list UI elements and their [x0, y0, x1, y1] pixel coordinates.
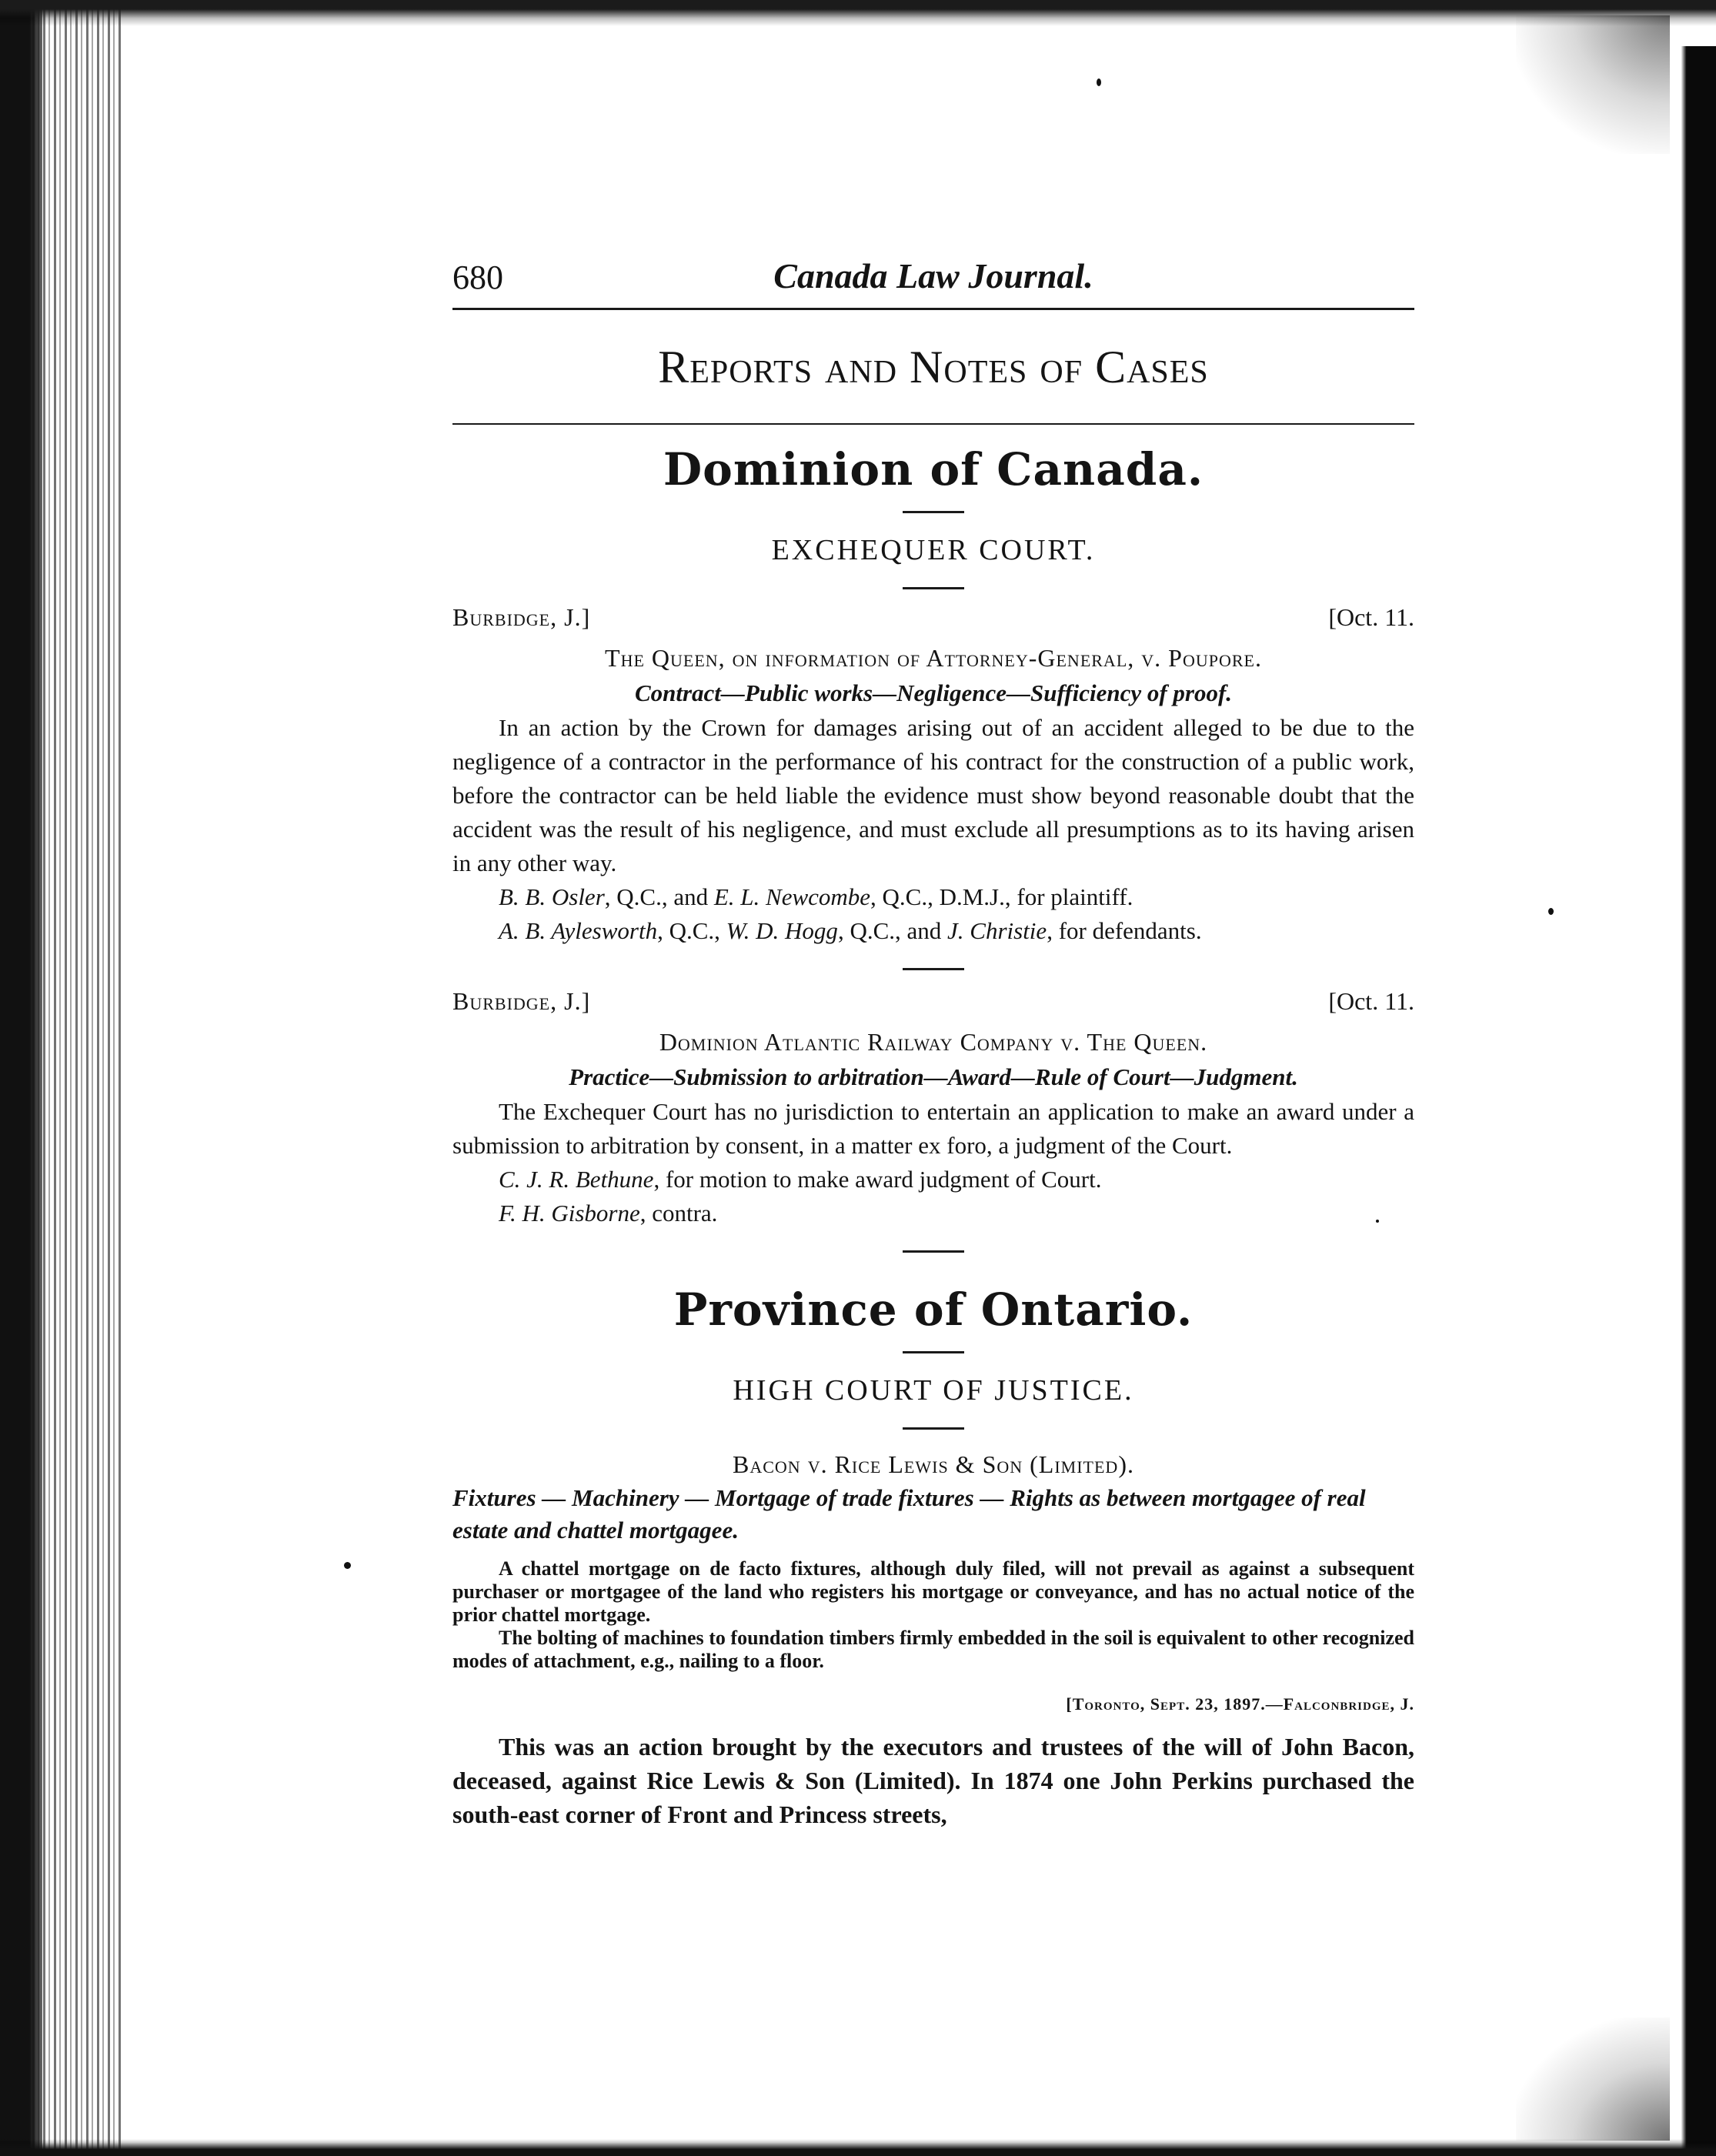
- case-body: In an action by the Crown for damages arising out of an accident alleged to be due to the negligence of a contractor in the performance of his contract for the construction of a public work, before the contractor can be held liable the evidence must show beyond reasonable doubt that the accident was the result of his negligence, and must exclude all presumptions as to its having arisen in any other way.: [452, 714, 1414, 876]
- divider: [903, 511, 964, 513]
- case-headnote: Contract—Public works—Negligence—Sufficiency of proof.: [634, 679, 1233, 706]
- counsel-plaintiff: [452, 880, 1414, 914]
- judge: Burbidge, J.]: [452, 987, 591, 1015]
- counsel-text: , Q.C., and: [604, 883, 714, 910]
- counsel-name: J. Christie: [947, 917, 1047, 944]
- case-title: The Queen, on information of Attorney-General, v. Poupore.: [605, 644, 1262, 672]
- counsel-text: , Q.C., D.M.J., for plaintiff.: [870, 883, 1133, 910]
- ontario-heading: Province of Ontario.: [673, 1283, 1194, 1336]
- case-title: Bacon v. Rice Lewis & Son (Limited).: [733, 1450, 1134, 1478]
- scan-corner-bottom-right: [1516, 2017, 1670, 2141]
- running-header: [452, 246, 1414, 308]
- divider: [903, 1351, 964, 1353]
- scan-speck: [1097, 78, 1101, 86]
- counsel-text: , for defendants.: [1047, 917, 1202, 944]
- scan-speck: [344, 1562, 351, 1569]
- document-page: [452, 246, 1414, 1831]
- counsel-name: F. H. Gisborne: [499, 1200, 640, 1227]
- divider: [903, 968, 964, 970]
- case-title: Dominion Atlantic Railway Company v. The Queen.: [659, 1028, 1208, 1056]
- counsel-name: A. B. Aylesworth: [499, 917, 658, 944]
- scan-speck: [1548, 908, 1554, 915]
- case-date: [Oct. 11.: [1328, 987, 1414, 1015]
- counsel-name: C. J. R. Bethune: [499, 1166, 654, 1193]
- case-note: A chattel mortgage on de facto fixtures, although duly filed, will not prevail as against a subsequent purchaser or mortgagee of the land who registers his mortgage or conveyance, and has no actual notice of the prior chattel mortgage.: [452, 1557, 1414, 1626]
- divider: [903, 1427, 964, 1430]
- case-judge-line: [452, 987, 1414, 1024]
- case-body: This was an action brought by the executors and trustees of the will of John Bacon, deceased, against Rice Lewis & Son (Limited). In 1874 one John Perkins purchased the south-east corner of Front and Princess streets,: [452, 1733, 1414, 1828]
- counsel-name: W. D. Hogg: [726, 917, 838, 944]
- counsel-line: [452, 1163, 1414, 1196]
- case-note: The bolting of machines to foundation timbers firmly embedded in the soil is equivalent to other recognized modes of attachment, e.g., nailing to a floor.: [452, 1627, 1414, 1672]
- counsel-line: [452, 1196, 1414, 1230]
- counsel-name: E. L. Newcombe: [713, 883, 871, 910]
- counsel-defendants: [452, 914, 1414, 948]
- scan-bottom-shadow: [0, 2139, 1716, 2156]
- scan-right-shadow: [1662, 46, 1716, 2156]
- case-date: [Oct. 11.: [1328, 603, 1414, 631]
- page-number: 680: [452, 259, 503, 296]
- case-body: The Exchequer Court has no jurisdiction to entertain an application to make an award under a submission to arbitration by consent, in a matter ex foro, a judgment of the Court.: [452, 1098, 1414, 1159]
- divider: [903, 1250, 964, 1253]
- case-citation: [Toronto, Sept. 23, 1897.—Falconbridge, J.: [1066, 1694, 1414, 1714]
- judge: Burbidge, J.]: [452, 603, 591, 631]
- counsel-text: , Q.C.,: [657, 917, 726, 944]
- case-headnote: Fixtures — Machinery — Mortgage of trade fixtures — Rights as between mortgagee of real estate and chattel mortgagee.: [452, 1484, 1366, 1544]
- case-judge-line: [452, 603, 1414, 640]
- header-rule: [452, 308, 1414, 310]
- counsel-name: B. B. Osler: [499, 883, 605, 910]
- case-headnote: Practice—Submission to arbitration—Award—Rule of Court—Judgment.: [569, 1063, 1298, 1090]
- dominion-heading: Dominion of Canada.: [663, 443, 1204, 496]
- scan-corner-top-right: [1516, 15, 1670, 154]
- scan-top-shadow: [0, 0, 1716, 26]
- counsel-text: , contra.: [639, 1200, 718, 1227]
- counsel-text: , for motion to make award judgment of Court.: [653, 1166, 1102, 1193]
- divider: [903, 587, 964, 589]
- scan-left-shadow: [0, 0, 42, 2156]
- court-name: HIGH COURT OF JUSTICE.: [733, 1374, 1134, 1407]
- court-name: EXCHEQUER COURT.: [771, 534, 1096, 566]
- journal-title: Canada Law Journal.: [773, 256, 1093, 295]
- counsel-text: , Q.C., and: [837, 917, 948, 944]
- section-title: Reports and Notes of Cases: [658, 342, 1209, 392]
- section-rule: [452, 423, 1414, 425]
